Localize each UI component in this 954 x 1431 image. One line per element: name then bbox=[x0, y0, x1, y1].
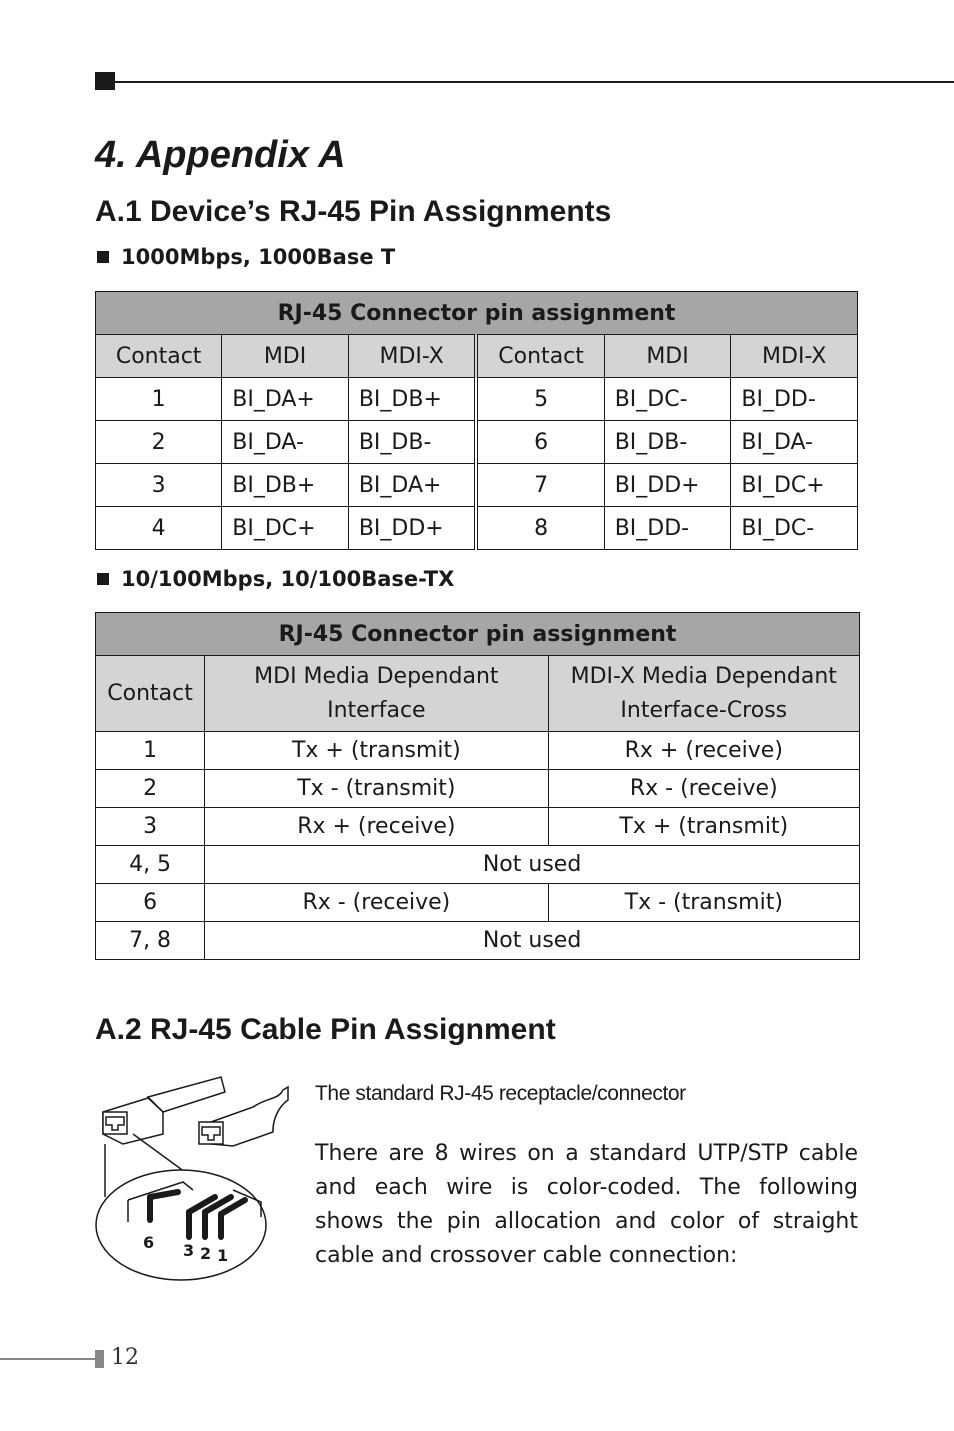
table-row bbox=[96, 884, 860, 922]
cell: Tx + (transmit) bbox=[205, 732, 548, 770]
pin-label-1: 1 bbox=[217, 1246, 229, 1265]
table-header-row bbox=[96, 335, 858, 378]
cell: 8 bbox=[476, 507, 604, 550]
table-row bbox=[96, 378, 858, 421]
table-row bbox=[96, 808, 860, 846]
diagram-caption: The standard RJ-45 receptacle/connector bbox=[315, 1082, 686, 1105]
cell: BI_DB- bbox=[604, 421, 731, 464]
table-100base-tx bbox=[95, 612, 860, 960]
col-header: MDI bbox=[604, 335, 731, 378]
table-row bbox=[96, 421, 858, 464]
table-title: RJ-45 Connector pin assignment bbox=[96, 292, 858, 335]
cell: BI_DA+ bbox=[222, 378, 349, 421]
pin-label-6: 6 bbox=[143, 1233, 155, 1252]
cell: 4, 5 bbox=[96, 846, 205, 884]
cell: 2 bbox=[96, 421, 222, 464]
cell: Tx + (transmit) bbox=[548, 808, 859, 846]
cell: Tx - (transmit) bbox=[205, 770, 548, 808]
table-1000base-t bbox=[95, 291, 858, 550]
cell: BI_DB+ bbox=[348, 378, 476, 421]
cell: BI_DD+ bbox=[604, 464, 731, 507]
cell: BI_DD+ bbox=[348, 507, 476, 550]
cell: 6 bbox=[96, 884, 205, 922]
col-header: MDI Media Dependant Interface bbox=[205, 656, 548, 732]
cell: 3 bbox=[96, 808, 205, 846]
cell: Rx - (receive) bbox=[205, 884, 548, 922]
bullet-square-icon bbox=[97, 573, 109, 585]
bullet-1000mbps-label: 1000Mbps, 1000Base T bbox=[121, 245, 396, 269]
cell: 4 bbox=[96, 507, 222, 550]
cell: BI_DC+ bbox=[222, 507, 349, 550]
table-row bbox=[96, 464, 858, 507]
section-a2-heading: A.2 RJ-45 Cable Pin Assignment bbox=[95, 1013, 556, 1046]
cell: Rx + (receive) bbox=[205, 808, 548, 846]
cell: BI_DD- bbox=[604, 507, 731, 550]
cell: BI_DC- bbox=[604, 378, 731, 421]
col-header: MDI-X bbox=[731, 335, 858, 378]
table-row bbox=[96, 922, 860, 960]
bullet-100mbps bbox=[97, 567, 454, 591]
cell: 7, 8 bbox=[96, 922, 205, 960]
footer-rule bbox=[0, 1358, 95, 1360]
header-rule bbox=[95, 81, 954, 83]
body-paragraph: There are 8 wires on a standard UTP/STP cable and each wire is color-coded. The following shows the pin allocation and color of straight cable and crossover cable connection: bbox=[315, 1141, 858, 1268]
pin-label-3: 3 bbox=[183, 1241, 195, 1260]
cell: 6 bbox=[476, 421, 604, 464]
rj45-connector-diagram bbox=[93, 1072, 298, 1287]
cell: BI_DB+ bbox=[222, 464, 349, 507]
col-header: MDI-X Media Dependant Interface-Cross bbox=[548, 656, 859, 732]
col-header: Contact bbox=[96, 335, 222, 378]
table-row bbox=[96, 770, 860, 808]
chapter-title: 4. Appendix A bbox=[95, 134, 346, 176]
cell: BI_DB- bbox=[348, 421, 476, 464]
cell: 1 bbox=[96, 732, 205, 770]
header-marker bbox=[95, 72, 115, 90]
pin-label-2: 2 bbox=[200, 1244, 212, 1263]
cell: 7 bbox=[476, 464, 604, 507]
cell: BI_DA+ bbox=[348, 464, 476, 507]
footer-marker bbox=[95, 1350, 104, 1368]
cell: 5 bbox=[476, 378, 604, 421]
cell: Tx - (transmit) bbox=[548, 884, 859, 922]
cell: 3 bbox=[96, 464, 222, 507]
page-number: 12 bbox=[111, 1345, 139, 1370]
cell: BI_DA- bbox=[731, 421, 858, 464]
cell: BI_DA- bbox=[222, 421, 349, 464]
table-row bbox=[96, 507, 858, 550]
col-header: Contact bbox=[476, 335, 604, 378]
cell: Rx + (receive) bbox=[548, 732, 859, 770]
table-header-row bbox=[96, 656, 860, 732]
col-header: Contact bbox=[96, 656, 205, 732]
cell: Rx - (receive) bbox=[548, 770, 859, 808]
cell: BI_DC+ bbox=[731, 464, 858, 507]
cell-merged: Not used bbox=[205, 846, 860, 884]
section-a1-heading: A.1 Device’s RJ-45 Pin Assignments bbox=[95, 195, 612, 228]
cell-merged: Not used bbox=[205, 922, 860, 960]
col-header: MDI bbox=[222, 335, 349, 378]
bullet-1000mbps bbox=[97, 245, 395, 269]
col-header: MDI-X bbox=[348, 335, 476, 378]
bullet-100mbps-label: 10/100Mbps, 10/100Base-TX bbox=[121, 567, 455, 591]
cell: 1 bbox=[96, 378, 222, 421]
table-row bbox=[96, 846, 860, 884]
bullet-square-icon bbox=[97, 251, 109, 263]
table-row bbox=[96, 732, 860, 770]
table-title: RJ-45 Connector pin assignment bbox=[96, 613, 860, 656]
cell: 2 bbox=[96, 770, 205, 808]
cell: BI_DD- bbox=[731, 378, 858, 421]
cell: BI_DC- bbox=[731, 507, 858, 550]
